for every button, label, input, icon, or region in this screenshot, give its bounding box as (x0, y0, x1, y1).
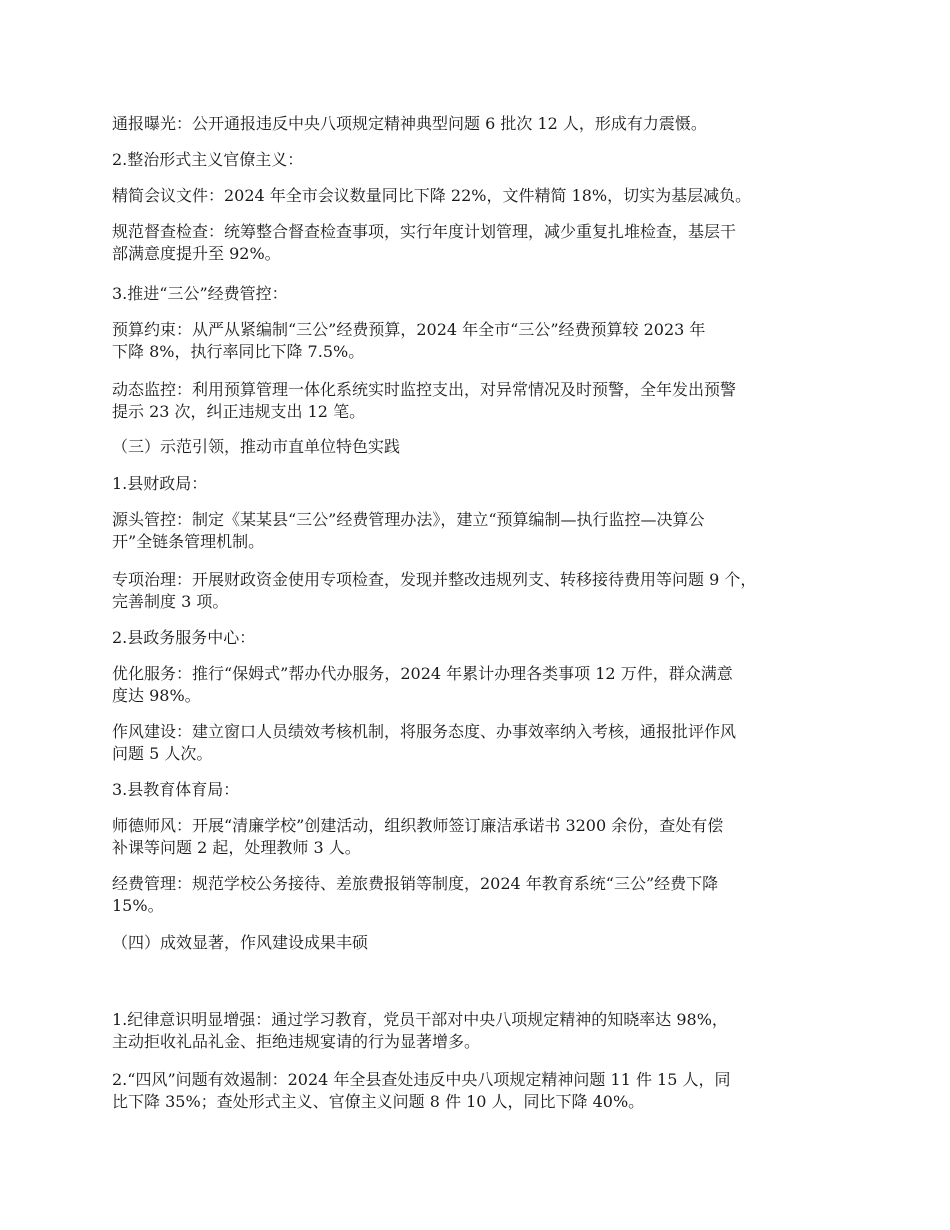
paragraph (112, 627, 842, 649)
paragraph-line: 1.纪律意识明显增强：通过学习教育，党员干部对中央八项规定精神的知晓率达 98%， (112, 1010, 728, 1029)
paragraph-line: 2.县政务服务中心： (112, 628, 256, 647)
paragraph (112, 473, 842, 495)
paragraph (112, 221, 842, 265)
paragraph-line: 1.县财政局： (112, 474, 208, 493)
paragraph (112, 569, 842, 613)
paragraph (112, 149, 842, 171)
paragraph (112, 721, 842, 765)
paragraph-line: 补课等问题 2 起，处理教师 3 人。 (112, 838, 361, 857)
paragraph-line: 15%。 (112, 896, 164, 915)
paragraph-line: 部满意度提升至 92%。 (112, 244, 281, 263)
paragraph (112, 932, 842, 954)
paragraph (112, 509, 842, 553)
paragraph-line: 2.“四风”问题有效遏制：2024 年全县查处违反中央八项规定精神问题 11 件 15 人，同 (112, 1070, 731, 1089)
paragraph-line: 完善制度 3 项。 (112, 592, 229, 611)
paragraph-line: 开”全链条管理机制。 (112, 532, 265, 551)
paragraph (112, 815, 842, 859)
paragraph-line: 动态监控：利用预算管理一体化系统实时监控支出，对异常情况及时预警，全年发出预警 (112, 380, 737, 399)
paragraph-line: 优化服务：推行“保姆式”帮办代办服务，2024 年累计办理各类事项 12 万件，群众满意 (112, 664, 733, 683)
paragraph-line: 预算约束：从严从紧编制“三公”经费预算，2024 年全市“三公”经费预算较 2023 年 (112, 320, 706, 339)
paragraph (112, 436, 842, 458)
paragraph-line: 提示 23 次，纠正违规支出 12 笔。 (112, 402, 366, 421)
paragraph-line: （四）成效显著，作风建设成果丰硕 (112, 933, 369, 952)
paragraph-line: 主动拒收礼品礼金、拒绝违规宴请的行为显著增多。 (112, 1032, 481, 1051)
paragraph (112, 319, 842, 363)
paragraph-line: 下降 8%，执行率同比下降 7.5%。 (112, 342, 365, 361)
paragraph-line: 3.推进“三公”经费管控： (112, 284, 288, 303)
paragraph-line: 作风建设：建立窗口人员绩效考核机制，将服务态度、办事效率纳入考核，通报批评作风 (112, 722, 737, 741)
paragraph-line: （三）示范引领，推动市直单位特色实践 (112, 437, 401, 456)
paragraph-line: 师德师风：开展“清廉学校”创建活动，组织教师签订廉洁承诺书 3200 余份，查处有偿 (112, 816, 724, 835)
paragraph-line: 问题 5 人次。 (112, 744, 213, 763)
paragraph-line: 经费管理：规范学校公务接待、差旅费报销等制度，2024 年教育系统“三公”经费下降 (112, 874, 719, 893)
paragraph (112, 779, 842, 801)
paragraph (112, 1069, 842, 1113)
paragraph (112, 663, 842, 707)
paragraph-line: 精简会议文件：2024 年全市会议数量同比下降 22%，文件精简 18%，切实为基层减负。 (112, 186, 752, 205)
paragraph-line: 源头管控：制定《某某县“三公”经费管理办法》，建立“预算编制—执行监控—决算公 (112, 510, 705, 529)
paragraph (112, 379, 842, 423)
paragraph (112, 185, 842, 207)
paragraph (112, 873, 842, 917)
paragraph-line: 度达 98%。 (112, 686, 201, 705)
paragraph-line: 比下降 35%；查处形式主义、官僚主义问题 8 件 10 人，同比下降 40%。 (112, 1092, 645, 1111)
paragraph-line: 2.整治形式主义官僚主义： (112, 150, 304, 169)
paragraph-line: 专项治理：开展财政资金使用专项检查，发现并整改违规列支、转移接待费用等问题 9 个， (112, 570, 757, 589)
paragraph (112, 113, 842, 135)
paragraph-line: 3.县教育体育局： (112, 780, 240, 799)
paragraph-line: 通报曝光：公开通报违反中央八项规定精神典型问题 6 批次 12 人，形成有力震慑。 (112, 114, 707, 133)
paragraph (112, 1009, 842, 1053)
paragraph-line: 规范督查检查：统筹整合督查检查事项，实行年度计划管理，减少重复扎堆检查，基层干 (112, 222, 737, 241)
paragraph (112, 283, 842, 305)
